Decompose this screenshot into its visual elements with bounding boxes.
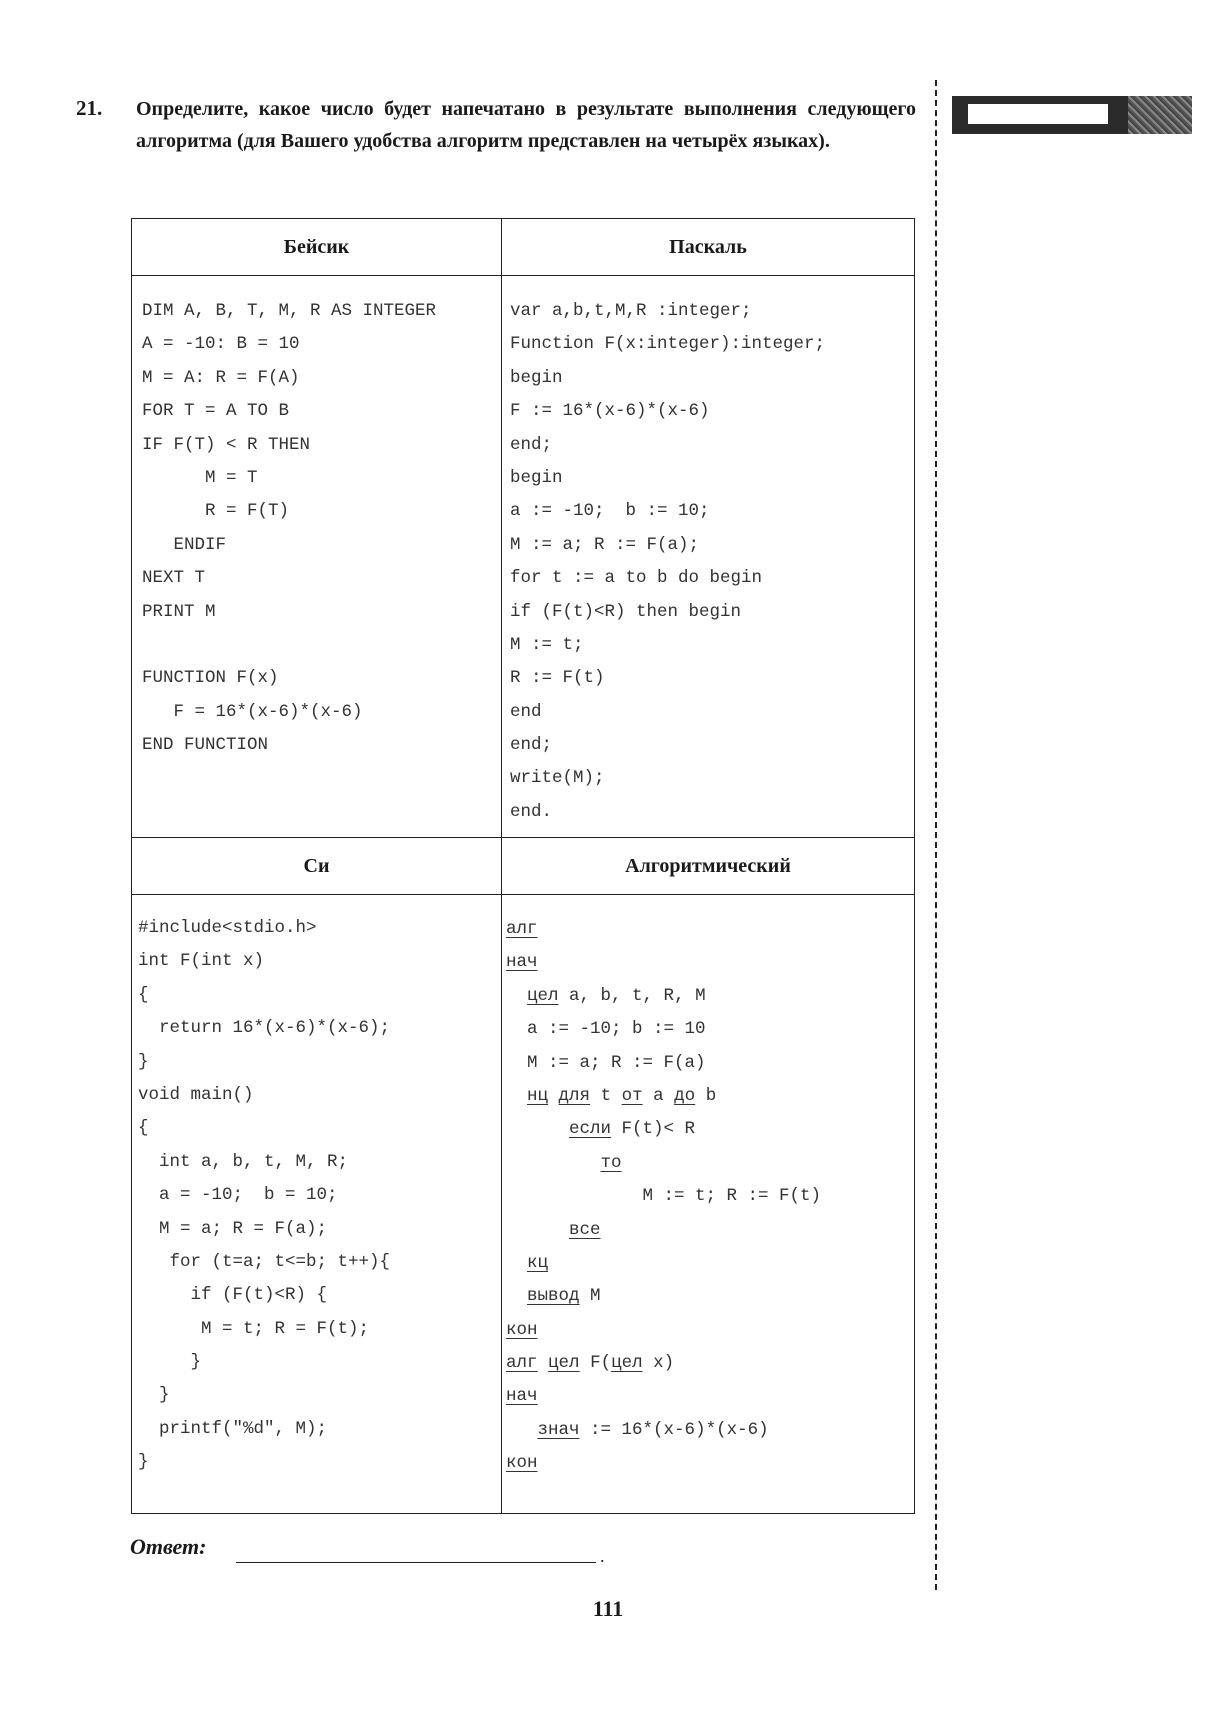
code-line (506, 1047, 821, 1080)
code-line (506, 913, 821, 946)
page-number: 111 (592, 1596, 624, 1621)
keyword: алг (506, 919, 538, 939)
code-text: M := a; R := F(a) (527, 1052, 706, 1073)
keyword: цел (611, 1353, 643, 1374)
code-line: FOR T = A TO B (142, 401, 290, 422)
code-line: FUNCTION F(x) (142, 668, 279, 689)
header-basic: Бейсик (283, 236, 350, 258)
code-line: for t := a to b do begin (510, 568, 763, 589)
code-line: } (138, 1452, 149, 1473)
answer-label: Ответ: (130, 1534, 207, 1559)
code-line (506, 1214, 821, 1247)
code-table (131, 218, 915, 1514)
code-line: #include<stdio.h> (138, 918, 317, 938)
code-text: b (705, 1085, 717, 1106)
code-line: NEXT T (142, 568, 206, 589)
code-line: A = -10: B = 10 (142, 334, 300, 355)
code-line: int F(int x) (138, 951, 265, 972)
question-number: 21. (76, 96, 103, 120)
code-text: F( (590, 1353, 612, 1374)
code-line: M = t; R = F(t); (138, 1318, 370, 1339)
code-line (506, 1447, 821, 1480)
code-line: if (F(t)<R) { (138, 1285, 328, 1306)
code-line (506, 1347, 821, 1380)
keyword: цел (548, 1353, 580, 1374)
code-line: DIM A, B, T, M, R AS INTEGER (142, 301, 437, 321)
keyword: алг (506, 1353, 538, 1374)
code-line: for (t=a; t<=b; t++){ (138, 1251, 391, 1272)
code-text: t (600, 1085, 612, 1106)
code-line: R := F(t) (510, 668, 605, 689)
code-line (506, 1080, 821, 1113)
code-line: } (138, 1352, 202, 1373)
code-text: M (590, 1286, 601, 1307)
code-line (506, 1180, 821, 1213)
code-line: M = a; R = F(a); (138, 1218, 328, 1239)
code-text: a (653, 1085, 664, 1106)
answer-box-barcode (1128, 96, 1192, 134)
code-line: F = 16*(x-6)*(x-6) (142, 701, 363, 722)
code-text: F(t)< R (621, 1119, 696, 1140)
code-line: begin (510, 467, 563, 488)
code-text: := 16*(x-6)*(x-6) (590, 1419, 769, 1440)
basic-code (142, 295, 436, 762)
keyword: до (674, 1085, 696, 1106)
answer-box-field[interactable] (968, 104, 1108, 124)
code-line: Function F(x:integer):integer; (510, 334, 826, 355)
code-line: M := a; R := F(a); (510, 534, 700, 555)
answer-dot: . (600, 1546, 605, 1566)
code-line: IF F(T) < R THEN (142, 434, 311, 455)
algo-code (506, 913, 821, 1481)
code-line (142, 629, 436, 662)
keyword: нач (506, 952, 538, 973)
header-pascal: Паскаль (669, 236, 747, 258)
header-algo: Алгоритмический (625, 855, 791, 877)
keyword: от (621, 1085, 643, 1106)
code-line: R = F(T) (142, 501, 290, 522)
code-line: end. (510, 801, 553, 822)
code-text: M := t; R := F(t) (642, 1186, 822, 1207)
code-line: end; (510, 434, 553, 455)
keyword: то (600, 1152, 622, 1173)
code-line (506, 1247, 821, 1280)
code-line: { (138, 984, 149, 1005)
code-line: } (138, 1051, 149, 1072)
code-line (506, 1147, 821, 1180)
code-line (506, 1380, 821, 1413)
code-line (506, 1013, 821, 1046)
code-line: end; (510, 735, 553, 756)
keyword: цел (527, 985, 559, 1006)
keyword: нач (506, 1386, 538, 1407)
code-line: M = A: R = F(A) (142, 367, 300, 388)
code-text: a := -10; b := 10 (527, 1019, 706, 1040)
keyword: кц (527, 1252, 549, 1273)
keyword: кон (506, 1319, 538, 1340)
code-line: ENDIF (142, 534, 227, 555)
code-line: END FUNCTION (142, 735, 269, 756)
c-code (138, 912, 390, 1480)
answer-line[interactable] (236, 1562, 596, 1563)
keyword: нц (527, 1085, 549, 1106)
table-header-divider-bottom (132, 894, 914, 895)
code-line: printf("%d", M); (138, 1418, 328, 1439)
keyword: кон (506, 1453, 538, 1474)
table-header-divider-top (132, 275, 914, 276)
table-middle-divider (132, 837, 914, 838)
answer-box (952, 96, 1192, 134)
pascal-code (510, 295, 825, 829)
code-line: } (138, 1385, 170, 1406)
header-c: Си (303, 855, 330, 877)
code-line: begin (510, 367, 563, 388)
keyword: если (569, 1119, 612, 1140)
code-line (506, 1414, 821, 1447)
code-line (506, 980, 821, 1013)
keyword: знач (537, 1419, 580, 1440)
code-line: M = T (142, 467, 258, 488)
keyword: все (569, 1219, 601, 1240)
code-line: if (F(t)<R) then begin (510, 601, 742, 622)
code-line: PRINT M (142, 601, 216, 622)
code-line (506, 1314, 821, 1347)
code-line: end (510, 701, 542, 722)
code-line (506, 946, 821, 979)
code-line: F := 16*(x-6)*(x-6) (510, 401, 710, 422)
code-line: write(M); (510, 768, 605, 789)
code-line: a = -10; b = 10; (138, 1185, 338, 1206)
cut-line (935, 80, 937, 1590)
code-line: M := t; (510, 634, 584, 655)
code-line: void main() (138, 1084, 254, 1105)
code-line (506, 1113, 821, 1146)
code-line (506, 1280, 821, 1313)
keyword: для (558, 1085, 591, 1106)
code-text: x) (653, 1353, 675, 1374)
keyword: вывод (527, 1286, 580, 1307)
code-text: a, b, t, R, M (569, 985, 706, 1006)
code-line: var a,b,t,M,R :integer; (510, 301, 752, 321)
code-line: { (138, 1118, 149, 1139)
code-line: a := -10; b := 10; (510, 501, 710, 522)
code-line: return 16*(x-6)*(x-6); (138, 1018, 391, 1039)
question-text: Определите, какое число будет напечатано в результате выполнения следующего алгоритма (для Вашего удобства алгоритм представлен на четырёх языках). (136, 98, 916, 152)
code-line: int a, b, t, M, R; (138, 1151, 349, 1172)
